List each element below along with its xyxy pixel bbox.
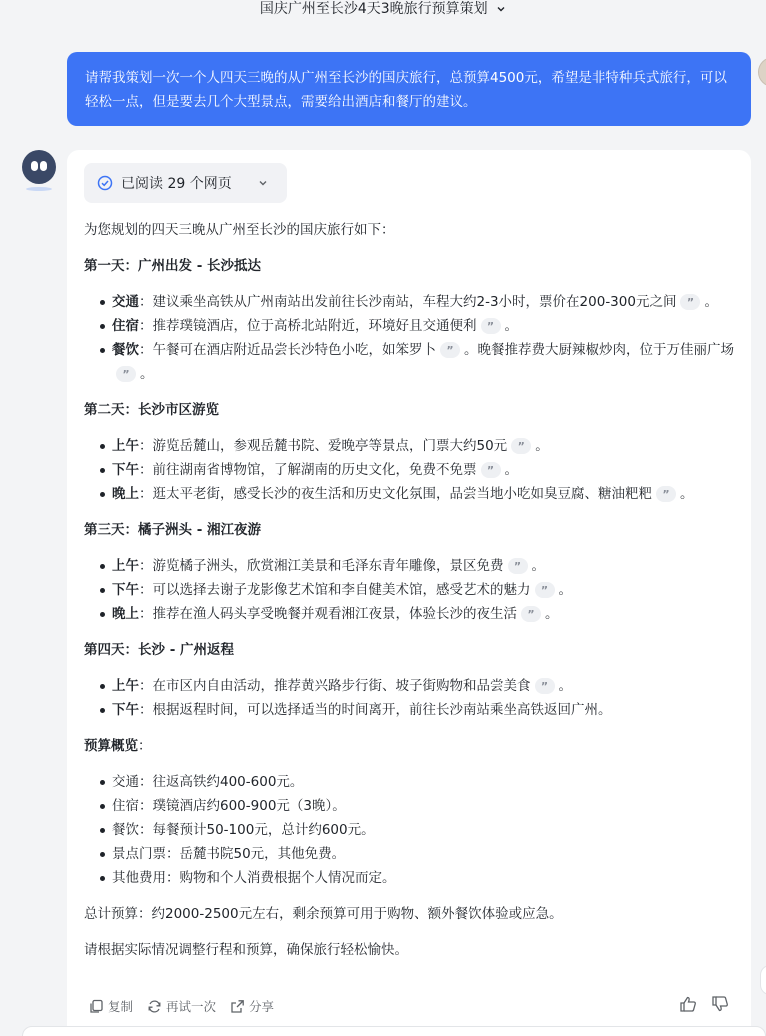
day-2-title: 第二天：长沙市区游览 xyxy=(84,402,219,418)
list-item: 住宿：璞镜酒店约600-900元（3晚）。 xyxy=(84,794,734,818)
user-avatar[interactable] xyxy=(758,57,766,87)
list-item: 其他费用：购物和个人消费根据个人情况而定。 xyxy=(84,866,734,890)
list-item: 餐饮：每餐预计50-100元，总计约600元。 xyxy=(84,818,734,842)
citation-icon[interactable]: ” xyxy=(481,318,501,334)
avatar-eye-icon xyxy=(40,161,47,171)
list-item: 晚上：推荐在渔人码头享受晚餐并观看湘江夜景，体验长沙的夜生活 ” 。 xyxy=(84,602,734,626)
day-4-list xyxy=(84,674,734,722)
reply-intro: 为您规划的四天三晚从广州至长沙的国庆旅行如下： xyxy=(84,222,395,238)
list-item: 晚上：逛太平老街，感受长沙的夜生活和历史文化氛围，品尝当地小吃如臭豆腐、糖油粑粑 ” 。 xyxy=(84,482,734,506)
citation-icon[interactable]: ” xyxy=(535,582,555,598)
list-item: 下午：根据返程时间，可以选择适当的时间离开，前往长沙南站乘坐高铁返回广州。 xyxy=(84,698,734,722)
share-label: 分享 xyxy=(249,999,275,1014)
list-item: 下午：前往湖南省博物馆，了解湖南的历史文化，免费不免票 ” 。 xyxy=(84,458,734,482)
feedback-buttons xyxy=(665,995,729,1013)
list-item: 景点门票：岳麓书院50元，其他免费。 xyxy=(84,842,734,866)
citation-icon[interactable]: ” xyxy=(680,294,700,310)
list-item: 下午：可以选择去谢子龙影像艺术馆和李自健美术馆，感受艺术的魅力 ” 。 xyxy=(84,578,734,602)
budget-list xyxy=(84,770,734,890)
assistant-avatar xyxy=(22,150,56,184)
citation-icon[interactable]: ” xyxy=(521,606,541,622)
chevron-down-icon xyxy=(496,4,506,14)
copy-label: 复制 xyxy=(108,999,134,1014)
message-actions xyxy=(89,995,288,1017)
closing-note: 请根据实际情况调整行程和预算，确保旅行轻松愉快。 xyxy=(84,942,408,958)
chevron-down-icon xyxy=(257,177,269,189)
read-sources-toggle[interactable] xyxy=(84,163,287,203)
list-item: 上午：在市区内自由活动，推荐黄兴路步行街、坡子街购物和品尝美食 ” 。 xyxy=(84,674,734,698)
assistant-message-card xyxy=(67,150,751,1036)
budget-heading: 预算概览： xyxy=(84,738,152,754)
scroll-to-bottom-button[interactable] xyxy=(760,965,766,995)
day-3-list xyxy=(84,554,734,626)
chat-input-box[interactable] xyxy=(22,1026,766,1036)
list-item: 餐饮：午餐可在酒店附近品尝长沙特色小吃，如笨罗卜 ” 。晚餐推荐费大厨辣椒炒肉，位于万佳丽广场” 。 xyxy=(84,338,734,386)
day-2-list xyxy=(84,434,734,506)
list-item: 住宿：推荐璞镜酒店，位于高桥北站附近，环境好且交通便利 ” 。 xyxy=(84,314,734,338)
citation-icon[interactable]: ” xyxy=(481,462,501,478)
copy-icon xyxy=(89,999,104,1014)
thumbs-down-icon[interactable] xyxy=(711,995,729,1013)
citation-icon[interactable]: ” xyxy=(656,486,676,502)
retry-label: 再试一次 xyxy=(166,999,217,1014)
read-sources-label: 已阅读 29 个网页 xyxy=(121,176,232,192)
avatar-eye-icon xyxy=(31,161,38,171)
conversation-title-bar[interactable] xyxy=(0,0,766,20)
day-3-title: 第三天：橘子洲头 - 湘江夜游 xyxy=(84,522,262,538)
retry-button[interactable] xyxy=(147,997,216,1015)
avatar-shadow xyxy=(26,187,52,191)
refresh-icon xyxy=(147,999,162,1014)
copy-button[interactable] xyxy=(89,997,133,1015)
assistant-message-content xyxy=(84,218,734,974)
list-item: 上午：游览橘子洲头，欣赏湘江美景和毛泽东青年雕像，景区免费 ” 。 xyxy=(84,554,734,578)
day-4-title: 第四天：长沙 - 广州返程 xyxy=(84,642,235,658)
day-1-list xyxy=(84,290,734,386)
citation-icon[interactable]: ” xyxy=(116,366,136,382)
citation-icon[interactable]: ” xyxy=(535,678,555,694)
citation-icon[interactable]: ” xyxy=(508,558,528,574)
conversation-title: 国庆广州至长沙4天3晚旅行预算策划 xyxy=(259,1,488,17)
check-circle-icon xyxy=(97,175,113,191)
list-item: 交通：建议乘坐高铁从广州南站出发前往长沙南站，车程大约2-3小时，票价在200-300元之间 ” 。 xyxy=(84,290,734,314)
user-message-text: 请帮我策划一次一个人四天三晚的从广州至长沙的国庆旅行，总预算4500元，希望是非特种兵式旅行，可以轻松一点，但是要去几个大型景点，需要给出酒店和餐厅的建议。 xyxy=(85,70,727,110)
citation-icon[interactable]: ” xyxy=(511,438,531,454)
total-budget: 总计预算：约2000-2500元左右，剩余预算可用于购物、额外餐饮体验或应急。 xyxy=(84,906,563,922)
share-button[interactable] xyxy=(230,997,274,1015)
list-item: 上午：游览岳麓山，参观岳麓书院、爱晚亭等景点，门票大约50元 ” 。 xyxy=(84,434,734,458)
share-icon xyxy=(230,999,245,1014)
list-item: 交通：往返高铁约400-600元。 xyxy=(84,770,734,794)
user-message-bubble xyxy=(67,52,751,126)
day-1-title: 第一天：广州出发 - 长沙抵达 xyxy=(84,258,262,274)
citation-icon[interactable]: ” xyxy=(440,342,460,358)
thumbs-up-icon[interactable] xyxy=(679,995,697,1013)
